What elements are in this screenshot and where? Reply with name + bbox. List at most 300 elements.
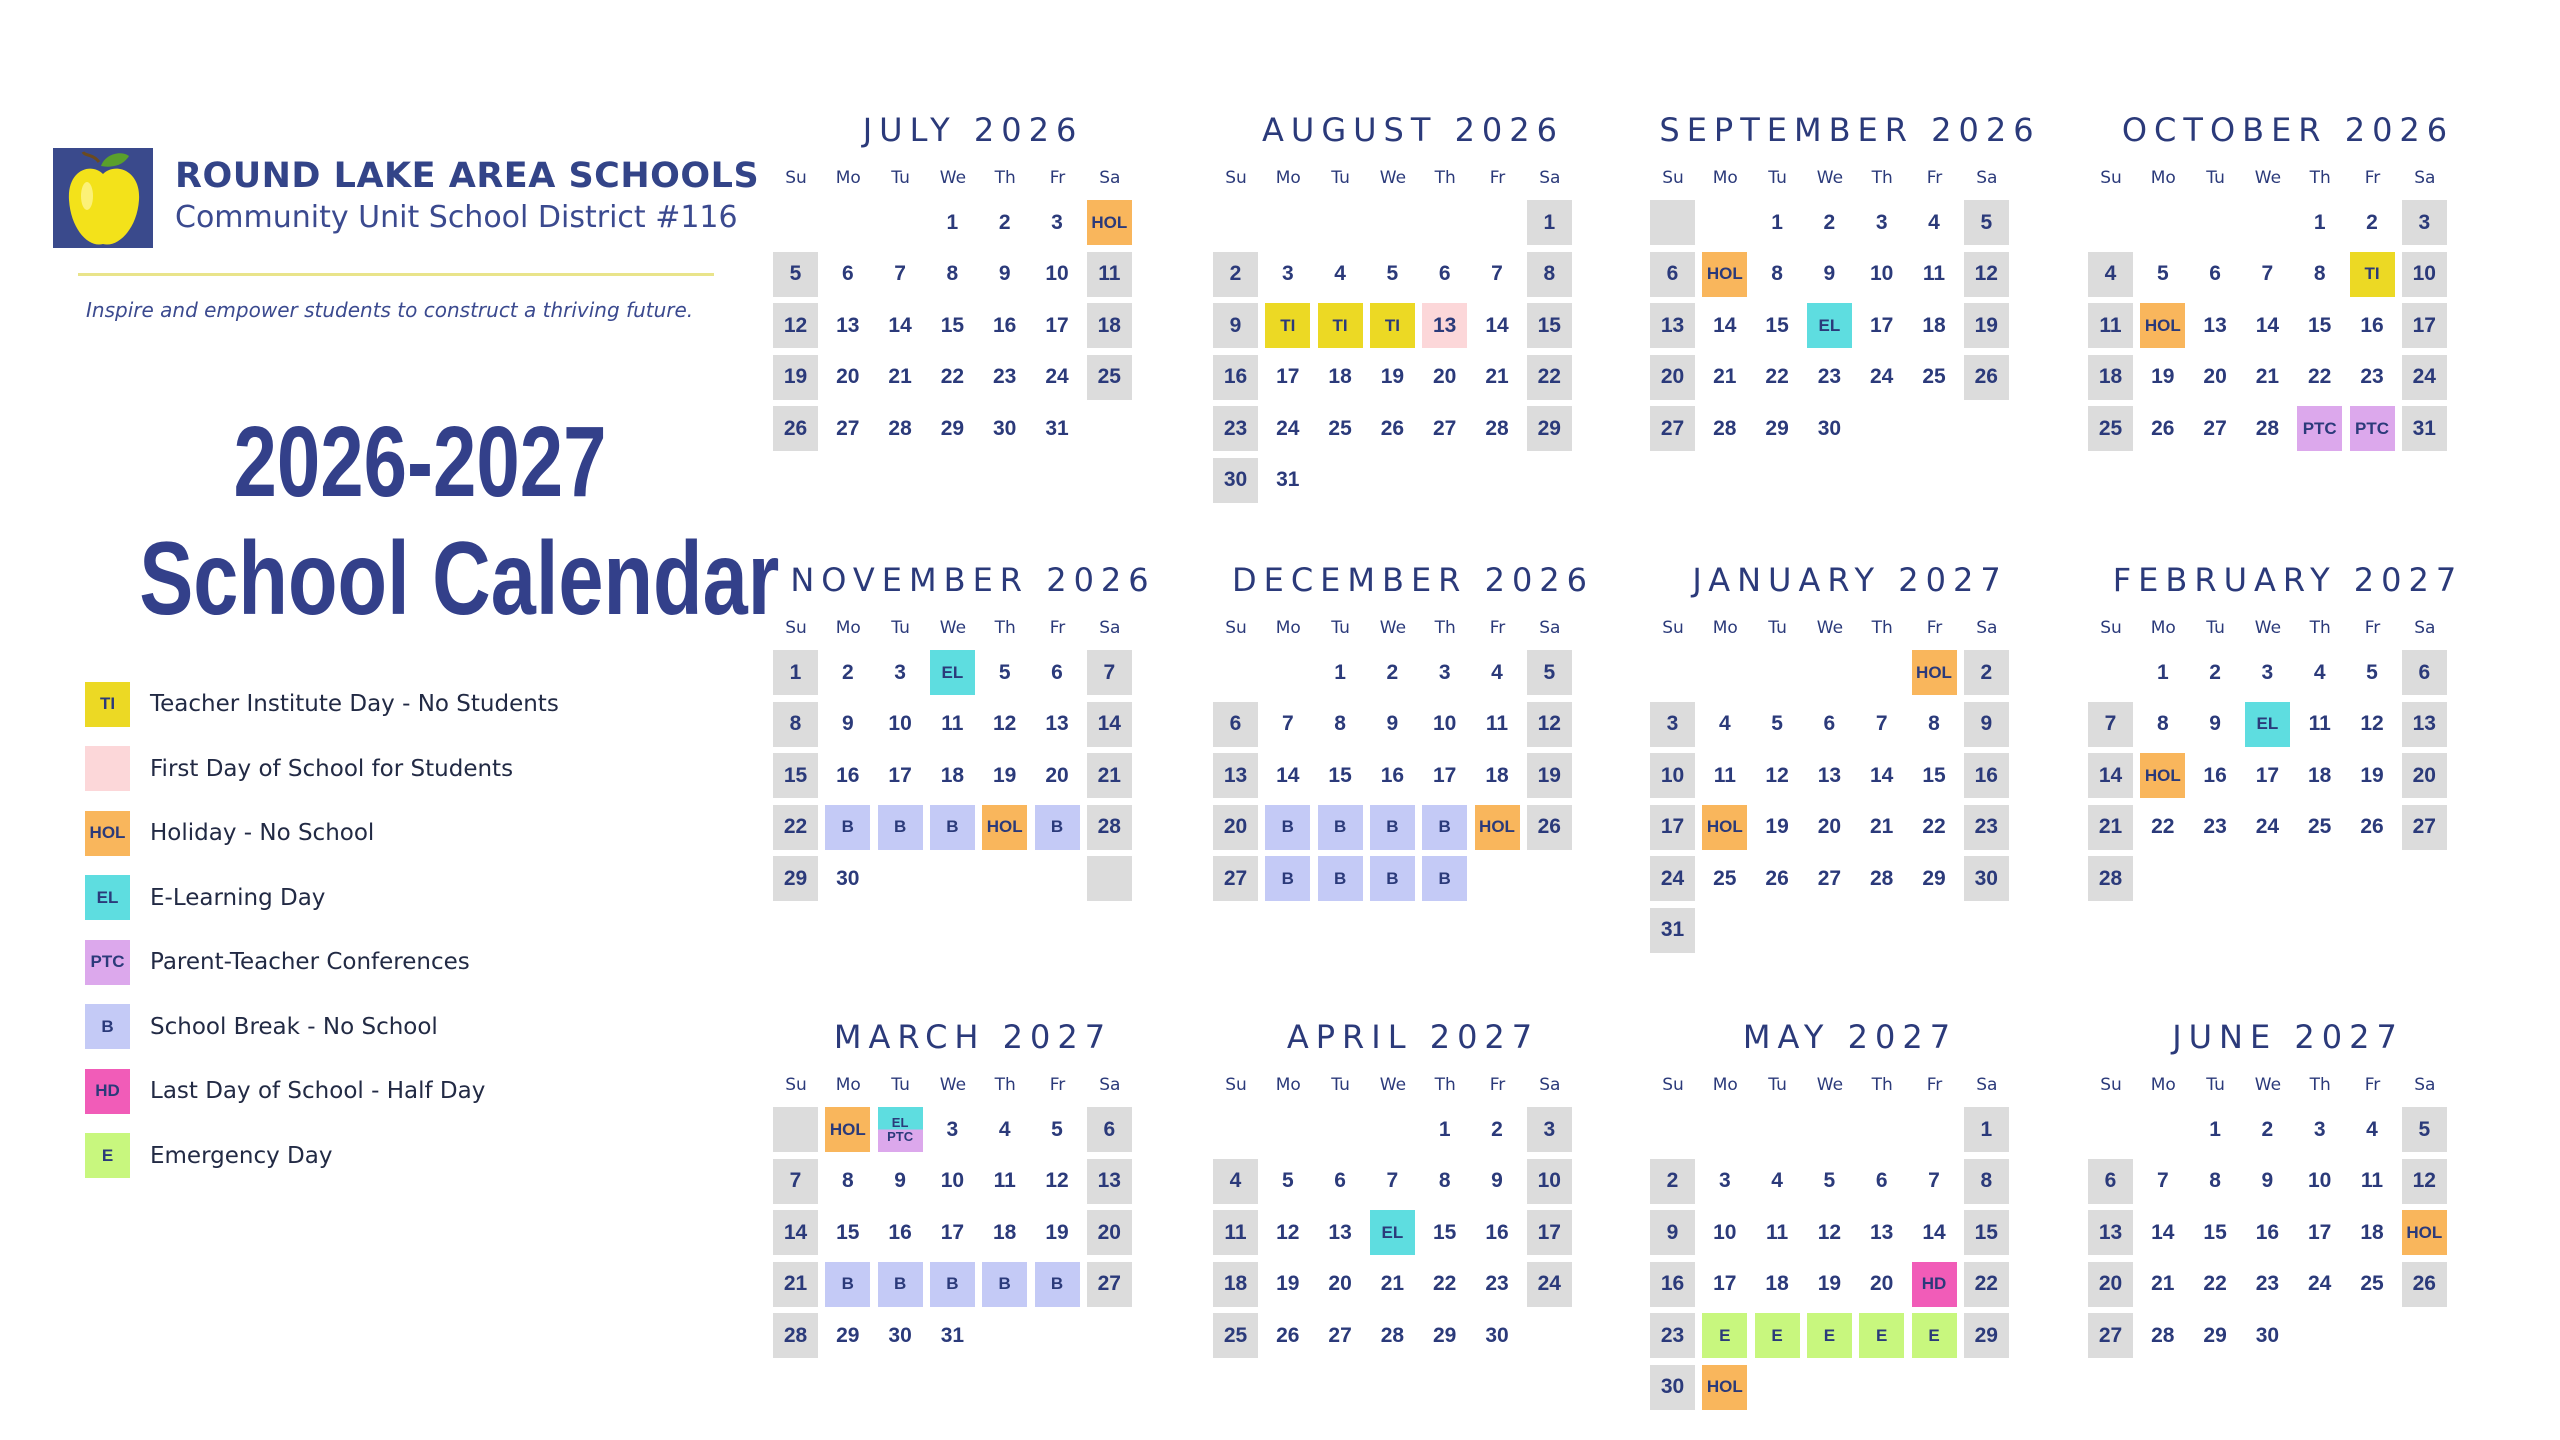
day-cell: 11 bbox=[941, 712, 964, 735]
day-cell-ti: TI bbox=[1370, 303, 1415, 348]
day-cell: 28 bbox=[2151, 1323, 2175, 1347]
day-cell: 6 bbox=[1823, 712, 1836, 735]
day-cell: 29 bbox=[2203, 1323, 2227, 1347]
weekday-label: Sa bbox=[1099, 1075, 1121, 1095]
day-cell: 3 bbox=[1527, 1107, 1572, 1152]
day-cell: 4 bbox=[998, 1117, 1011, 1141]
day-cell: 5 bbox=[1771, 712, 1783, 735]
day-cell: 20 bbox=[1817, 815, 1842, 838]
day-cell: 5 bbox=[773, 252, 818, 297]
day-cell: 12 bbox=[2360, 712, 2384, 735]
legend-chip bbox=[85, 746, 130, 791]
legend-chip: PTC bbox=[85, 940, 130, 985]
day-cell: 1 bbox=[946, 210, 959, 234]
day-cell: 22 bbox=[2308, 365, 2332, 388]
weekday-label: Tu bbox=[891, 168, 910, 188]
day-cell-b: B bbox=[1318, 856, 1363, 901]
weekday-header bbox=[1650, 1075, 2050, 1099]
day-cell: 5 bbox=[1386, 262, 1399, 285]
day-cell-hol: HOL bbox=[1087, 200, 1132, 245]
day-cell: 30 bbox=[1964, 856, 2009, 901]
day-cell: 1 bbox=[1334, 660, 1346, 684]
legend-chip: TI bbox=[85, 682, 130, 727]
day-cell: 7 bbox=[2261, 262, 2274, 285]
day-cell: 29 bbox=[940, 416, 965, 440]
day-cell: 26 bbox=[1964, 355, 2009, 400]
day-cell: 1 bbox=[2209, 1117, 2221, 1141]
month-title: OCTOBER 2026 bbox=[2121, 111, 2455, 149]
day-cell: 8 bbox=[1334, 712, 1346, 735]
day-cell: 19 bbox=[1380, 365, 1405, 388]
district-name: ROUND LAKE AREA SCHOOLS bbox=[175, 156, 760, 196]
day-cell: 13 bbox=[2203, 313, 2227, 337]
day-cell: 2 bbox=[998, 210, 1011, 234]
day-cell: 13 bbox=[1087, 1159, 1132, 1204]
day-cell: 23 bbox=[2203, 815, 2227, 838]
weekday-label: Sa bbox=[1539, 618, 1561, 638]
weekday-label: Fr bbox=[2364, 1075, 2381, 1095]
month-june-2027 bbox=[2088, 1015, 2488, 1347]
day-cell: 7 bbox=[1491, 262, 1503, 285]
day-cell: 20 bbox=[1433, 365, 1457, 388]
legend-label: Emergency Day bbox=[150, 1142, 333, 1169]
weekday-label: Th bbox=[2309, 618, 2331, 638]
legend-label: Last Day of School - Half Day bbox=[150, 1078, 486, 1105]
day-cell: 28 bbox=[773, 1313, 818, 1358]
day-cell: 11 bbox=[1087, 252, 1132, 297]
day-cell: 25 bbox=[1328, 416, 1352, 440]
legend-chip: E bbox=[85, 1133, 130, 1178]
day-cell: 29 bbox=[1765, 416, 1789, 440]
day-cell: 19 bbox=[2360, 763, 2384, 787]
day-cell: 10 bbox=[888, 712, 912, 735]
day-cell: 22 bbox=[1765, 365, 1789, 388]
day-cell: 21 bbox=[2088, 805, 2133, 850]
day-cell-hol: HOL bbox=[1702, 805, 1747, 850]
day-cell: 30 bbox=[2255, 1323, 2280, 1347]
day-cell-ti: TI bbox=[1318, 303, 1363, 348]
weekday-label: Su bbox=[1225, 1075, 1247, 1095]
day-cell: 14 bbox=[2088, 753, 2133, 798]
day-cell: 12 bbox=[1817, 1220, 1842, 1244]
legend-label: E-Learning Day bbox=[150, 884, 326, 911]
day-cell: 13 bbox=[1045, 712, 1069, 735]
day-cell: 4 bbox=[2088, 252, 2133, 297]
day-cell-hol: HOL bbox=[1912, 650, 1957, 695]
weekday-label: Su bbox=[785, 168, 807, 188]
day-cell: 20 bbox=[836, 365, 860, 388]
day-cell: 26 bbox=[2151, 416, 2175, 440]
weekday-label: Fr bbox=[1926, 168, 1943, 188]
day-cell-hol: HOL bbox=[2402, 1210, 2447, 1255]
day-cell: 5 bbox=[998, 660, 1011, 684]
weekday-label: Mo bbox=[835, 1075, 861, 1095]
day-cell: 5 bbox=[1051, 1117, 1063, 1141]
day-cell: 27 bbox=[2088, 1313, 2133, 1358]
day-cell: 8 bbox=[841, 1169, 854, 1192]
weekday-label: Th bbox=[2309, 168, 2331, 188]
day-cell: 7 bbox=[894, 262, 906, 285]
weekday-label: Tu bbox=[1768, 618, 1787, 638]
day-cell-first-day: 13 bbox=[1422, 303, 1467, 348]
day-cell: 27 bbox=[2402, 805, 2447, 850]
day-cell: 21 bbox=[2255, 365, 2280, 388]
day-cell: 17 bbox=[1870, 313, 1894, 337]
month-july-2026 bbox=[773, 108, 1173, 440]
day-cell: 2 bbox=[1964, 650, 2009, 695]
day-cell: 3 bbox=[2261, 660, 2274, 684]
day-cell-hol: HOL bbox=[982, 805, 1027, 850]
day-cell: 7 bbox=[1928, 1169, 1940, 1192]
day-cell: 7 bbox=[1875, 712, 1888, 735]
day-cell: 5 bbox=[1527, 650, 1572, 695]
day-cell: 3 bbox=[1438, 660, 1451, 684]
day-cell: 6 bbox=[2209, 262, 2221, 285]
district-header bbox=[175, 156, 759, 235]
day-cell: 6 bbox=[2088, 1159, 2133, 1204]
day-cell: 24 bbox=[1870, 365, 1894, 388]
month-title: MARCH 2027 bbox=[833, 1018, 1113, 1056]
day-cell: 5 bbox=[1823, 1169, 1836, 1192]
day-cell: 17 bbox=[940, 1220, 965, 1244]
day-cell: 27 bbox=[836, 416, 860, 440]
day-cell: 20 bbox=[1870, 1272, 1894, 1295]
day-cell-b: B bbox=[1035, 805, 1080, 850]
day-cell: 19 bbox=[1045, 1220, 1069, 1244]
day-cell: 19 bbox=[773, 355, 818, 400]
weekday-label: Sa bbox=[1976, 1075, 1998, 1095]
day-cell: 28 bbox=[1087, 805, 1132, 850]
month-march-2027 bbox=[773, 1015, 1173, 1347]
day-cell: 11 bbox=[993, 1169, 1016, 1192]
day-cell: 11 bbox=[2308, 712, 2331, 735]
day-cell: 16 bbox=[1964, 753, 2009, 798]
day-cell: 4 bbox=[1718, 712, 1731, 735]
day-cell: 14 bbox=[1087, 702, 1132, 747]
day-cell: 16 bbox=[1485, 1220, 1509, 1244]
day-cell: 20 bbox=[1087, 1210, 1132, 1255]
day-cell: 16 bbox=[2360, 313, 2384, 337]
day-cell: 1 bbox=[1771, 210, 1783, 234]
legend-item bbox=[85, 1059, 559, 1124]
day-cell: 23 bbox=[1817, 365, 1842, 388]
weekday-label: We bbox=[1816, 1075, 1844, 1095]
month-august-2026 bbox=[1213, 108, 1613, 491]
month-title: MAY 2027 bbox=[1742, 1018, 1958, 1056]
day-cell: 3 bbox=[2313, 1117, 2326, 1141]
day-cell: 16 bbox=[1380, 763, 1405, 787]
day-cell: 19 bbox=[993, 763, 1017, 787]
day-cell: 6 bbox=[1438, 262, 1451, 285]
day-cell: 4 bbox=[2313, 660, 2326, 684]
legend-item bbox=[85, 930, 559, 995]
day-cell: 6 bbox=[841, 262, 854, 285]
day-cell-hol: HOL bbox=[825, 1107, 870, 1152]
day-cell: 8 bbox=[1438, 1169, 1451, 1192]
weekday-label: Su bbox=[2100, 168, 2122, 188]
day-cell: 4 bbox=[1213, 1159, 1258, 1204]
day-cell: 2 bbox=[2261, 1117, 2274, 1141]
day-cell: 23 bbox=[1485, 1272, 1509, 1295]
weekday-label: Tu bbox=[2206, 618, 2225, 638]
day-cell: 6 bbox=[1650, 252, 1695, 297]
day-cell: 5 bbox=[1964, 200, 2009, 245]
month-title: NOVEMBER 2026 bbox=[790, 561, 1156, 599]
day-cell: 2 bbox=[841, 660, 854, 684]
weekday-label: We bbox=[2254, 1075, 2282, 1095]
day-cell: 21 bbox=[773, 1262, 818, 1307]
day-cell: 8 bbox=[2313, 262, 2326, 285]
day-cell: 22 bbox=[2203, 1272, 2227, 1295]
month-april-2027 bbox=[1213, 1015, 1613, 1347]
day-cell: 19 bbox=[1276, 1272, 1300, 1295]
day-cell-ptc: PTC bbox=[2297, 406, 2342, 451]
day-tag: PTC bbox=[887, 1128, 914, 1144]
month-september-2026 bbox=[1650, 108, 2050, 440]
weekday-label: We bbox=[1379, 618, 1407, 638]
day-cell: 10 bbox=[1713, 1220, 1737, 1244]
day-cell: 11 bbox=[1922, 262, 1946, 285]
legend bbox=[85, 672, 559, 1188]
legend-chip: HOL bbox=[85, 811, 130, 856]
weekday-label: Th bbox=[1871, 618, 1893, 638]
day-cell: 5 bbox=[2156, 262, 2169, 285]
day-cell: 27 bbox=[1650, 406, 1695, 451]
weekday-label: Tu bbox=[2206, 1075, 2225, 1095]
day-cell: 15 bbox=[1765, 313, 1789, 337]
day-cell: 25 bbox=[1087, 355, 1132, 400]
day-cell: 8 bbox=[1964, 1159, 2009, 1204]
day-cell-el: EL bbox=[1370, 1210, 1415, 1255]
weekday-label: Fr bbox=[1489, 1075, 1506, 1095]
day-cell: 15 bbox=[1527, 303, 1572, 348]
day-cell: 9 bbox=[1650, 1210, 1695, 1255]
day-cell: 26 bbox=[1276, 1323, 1300, 1347]
day-cell: 29 bbox=[1922, 866, 1946, 890]
weekday-label: Fr bbox=[1049, 1075, 1066, 1095]
day-cell: 11 bbox=[1765, 1220, 1789, 1244]
day-cell: 17 bbox=[1045, 313, 1069, 337]
day-cell: 21 bbox=[1087, 753, 1132, 798]
day-cell-hol: HOL bbox=[1475, 805, 1520, 850]
day-cell: 29 bbox=[1527, 406, 1572, 451]
day-cell: 15 bbox=[2203, 1220, 2227, 1244]
day-cell: 10 bbox=[1045, 262, 1069, 285]
day-cell: 7 bbox=[1386, 1169, 1399, 1192]
day-cell: 6 bbox=[1051, 660, 1063, 684]
weekday-label: We bbox=[939, 168, 967, 188]
day-cell: 9 bbox=[841, 712, 854, 735]
day-cell: 24 bbox=[2402, 355, 2447, 400]
weekday-label: Th bbox=[994, 168, 1016, 188]
month-title: JULY 2026 bbox=[862, 111, 1084, 149]
weekday-label: Su bbox=[1225, 168, 1247, 188]
empty-day-cell bbox=[1650, 200, 1695, 245]
weekday-label: Sa bbox=[2414, 1075, 2436, 1095]
weekday-header bbox=[1650, 618, 2050, 642]
month-title: SEPTEMBER 2026 bbox=[1659, 111, 2041, 149]
day-cell: 13 bbox=[1328, 1220, 1352, 1244]
day-cell-ptc: PTC bbox=[2350, 406, 2395, 451]
day-cell-b: B bbox=[1370, 805, 1415, 850]
legend-label: First Day of School for Students bbox=[150, 755, 514, 782]
day-cell: 11 bbox=[2088, 303, 2133, 348]
day-cell: 13 bbox=[1213, 753, 1258, 798]
day-cell: 10 bbox=[1650, 753, 1695, 798]
day-cell: 20 bbox=[1045, 763, 1069, 787]
day-cell: 2 bbox=[1650, 1159, 1695, 1204]
day-cell-hol: HOL bbox=[2140, 303, 2185, 348]
day-cell: 18 bbox=[1087, 303, 1132, 348]
weekday-label: Su bbox=[1662, 168, 1684, 188]
day-cell: 17 bbox=[1650, 805, 1695, 850]
day-cell: 23 bbox=[993, 365, 1017, 388]
day-cell: 1 bbox=[1527, 200, 1572, 245]
day-cell-e: E bbox=[1702, 1313, 1747, 1358]
day-cell: 27 bbox=[2203, 416, 2227, 440]
weekday-label: Th bbox=[1434, 618, 1456, 638]
day-cell: 6 bbox=[1875, 1169, 1888, 1192]
day-cell: 16 bbox=[836, 763, 860, 787]
day-cell: 7 bbox=[1281, 712, 1294, 735]
weekday-label: Sa bbox=[1099, 618, 1121, 638]
day-cell: 29 bbox=[773, 856, 818, 901]
day-cell: 21 bbox=[1713, 365, 1737, 388]
day-cell: 27 bbox=[1213, 856, 1258, 901]
day-cell: 22 bbox=[1527, 355, 1572, 400]
day-cell: 11 bbox=[1213, 1210, 1258, 1255]
day-cell: 8 bbox=[946, 262, 959, 285]
day-cell: 1 bbox=[1964, 1107, 2009, 1152]
day-cell: 19 bbox=[1765, 815, 1789, 838]
day-cell: 18 bbox=[1922, 313, 1946, 337]
day-cell: 10 bbox=[940, 1169, 965, 1192]
day-cell: 9 bbox=[2209, 712, 2221, 735]
weekday-label: Fr bbox=[1049, 168, 1066, 188]
day-cell: 14 bbox=[888, 313, 912, 337]
weekday-label: Tu bbox=[1331, 168, 1350, 188]
weekday-label: We bbox=[1816, 618, 1844, 638]
day-cell: 24 bbox=[1276, 416, 1300, 440]
month-october-2026 bbox=[2088, 108, 2488, 440]
weekday-label: Su bbox=[2100, 618, 2122, 638]
day-cell: 15 bbox=[1328, 763, 1352, 787]
weekday-header bbox=[1213, 618, 1613, 642]
day-cell: 16 bbox=[888, 1220, 912, 1244]
weekday-label: Fr bbox=[2364, 168, 2381, 188]
day-cell: 13 bbox=[1870, 1220, 1894, 1244]
tagline: Inspire and empower students to construct a thriving future. bbox=[86, 298, 694, 322]
weekday-label: Sa bbox=[1976, 168, 1998, 188]
day-cell: 13 bbox=[2402, 702, 2447, 747]
day-cell: 18 bbox=[940, 763, 965, 787]
day-cell: 30 bbox=[836, 866, 860, 890]
day-cell: 18 bbox=[1213, 1262, 1258, 1307]
weekday-header bbox=[1213, 1075, 1613, 1099]
weekday-label: Tu bbox=[1331, 1075, 1350, 1095]
day-cell: 21 bbox=[888, 365, 912, 388]
day-cell: 4 bbox=[1491, 660, 1503, 684]
legend-chip: HD bbox=[85, 1069, 130, 1114]
empty-day-cell bbox=[773, 1107, 818, 1152]
day-cell: 9 bbox=[1823, 262, 1836, 285]
day-cell: 13 bbox=[1650, 303, 1695, 348]
weekday-label: Su bbox=[1662, 618, 1684, 638]
day-cell: 13 bbox=[836, 313, 860, 337]
weekday-label: We bbox=[939, 618, 967, 638]
day-cell: 11 bbox=[2360, 1169, 2384, 1192]
district-logo bbox=[53, 148, 153, 248]
day-cell: 30 bbox=[1485, 1323, 1509, 1347]
day-cell: 1 bbox=[2156, 660, 2169, 684]
day-cell: 16 bbox=[2255, 1220, 2280, 1244]
day-cell: 27 bbox=[1328, 1323, 1352, 1347]
day-cell: 14 bbox=[1276, 763, 1300, 787]
day-cell: 14 bbox=[2255, 313, 2280, 337]
weekday-label: Mo bbox=[1712, 168, 1738, 188]
day-cell: 31 bbox=[940, 1323, 965, 1347]
day-cell: 31 bbox=[1045, 416, 1069, 440]
day-cell: 18 bbox=[1765, 1272, 1789, 1295]
weekday-label: Th bbox=[1871, 1075, 1893, 1095]
weekday-label: Mo bbox=[2150, 618, 2176, 638]
day-cell: 12 bbox=[1276, 1220, 1300, 1244]
weekday-label: We bbox=[1379, 168, 1407, 188]
day-cell: 31 bbox=[1276, 468, 1300, 491]
day-cell: 15 bbox=[836, 1220, 860, 1244]
day-cell: 23 bbox=[1650, 1313, 1695, 1358]
day-cell: 6 bbox=[1087, 1107, 1132, 1152]
weekday-label: We bbox=[2254, 618, 2282, 638]
weekday-label: Mo bbox=[2150, 168, 2176, 188]
weekday-header bbox=[2088, 1075, 2488, 1099]
day-cell: 21 bbox=[1870, 815, 1894, 838]
day-cell: 17 bbox=[2255, 763, 2280, 787]
weekday-label: Tu bbox=[1768, 1075, 1787, 1095]
day-cell: 31 bbox=[1650, 908, 1695, 953]
weekday-header bbox=[773, 168, 1173, 192]
weekday-label: Tu bbox=[1331, 618, 1350, 638]
day-cell: 2 bbox=[1213, 252, 1258, 297]
legend-chip: EL bbox=[85, 875, 130, 920]
weekday-label: Fr bbox=[1926, 1075, 1943, 1095]
day-cell: 28 bbox=[1870, 866, 1894, 890]
month-title: AUGUST 2026 bbox=[1262, 111, 1564, 149]
month-january-2027 bbox=[1650, 558, 2050, 941]
weekday-label: Th bbox=[2309, 1075, 2331, 1095]
day-cell: 18 bbox=[2360, 1220, 2384, 1244]
day-cell: 5 bbox=[2402, 1107, 2447, 1152]
legend-label: Parent-Teacher Conferences bbox=[150, 949, 470, 976]
day-cell: 3 bbox=[894, 660, 906, 684]
day-cell: 6 bbox=[1213, 702, 1258, 747]
day-cell: 2 bbox=[1386, 660, 1399, 684]
day-cell-hol: HOL bbox=[1702, 252, 1747, 297]
weekday-label: Mo bbox=[2150, 1075, 2176, 1095]
day-cell: 9 bbox=[1491, 1169, 1503, 1192]
day-cell: 26 bbox=[1765, 866, 1789, 890]
day-cell: 13 bbox=[2088, 1210, 2133, 1255]
day-cell: 18 bbox=[993, 1220, 1017, 1244]
day-cell: 22 bbox=[1433, 1272, 1457, 1295]
day-cell: 9 bbox=[894, 1169, 906, 1192]
day-cell: 4 bbox=[1771, 1169, 1783, 1192]
weekday-label: Mo bbox=[835, 168, 861, 188]
day-cell: 10 bbox=[2402, 252, 2447, 297]
day-cell: 17 bbox=[1276, 365, 1300, 388]
weekday-label: Sa bbox=[1976, 618, 1998, 638]
day-cell: 24 bbox=[1045, 365, 1069, 388]
